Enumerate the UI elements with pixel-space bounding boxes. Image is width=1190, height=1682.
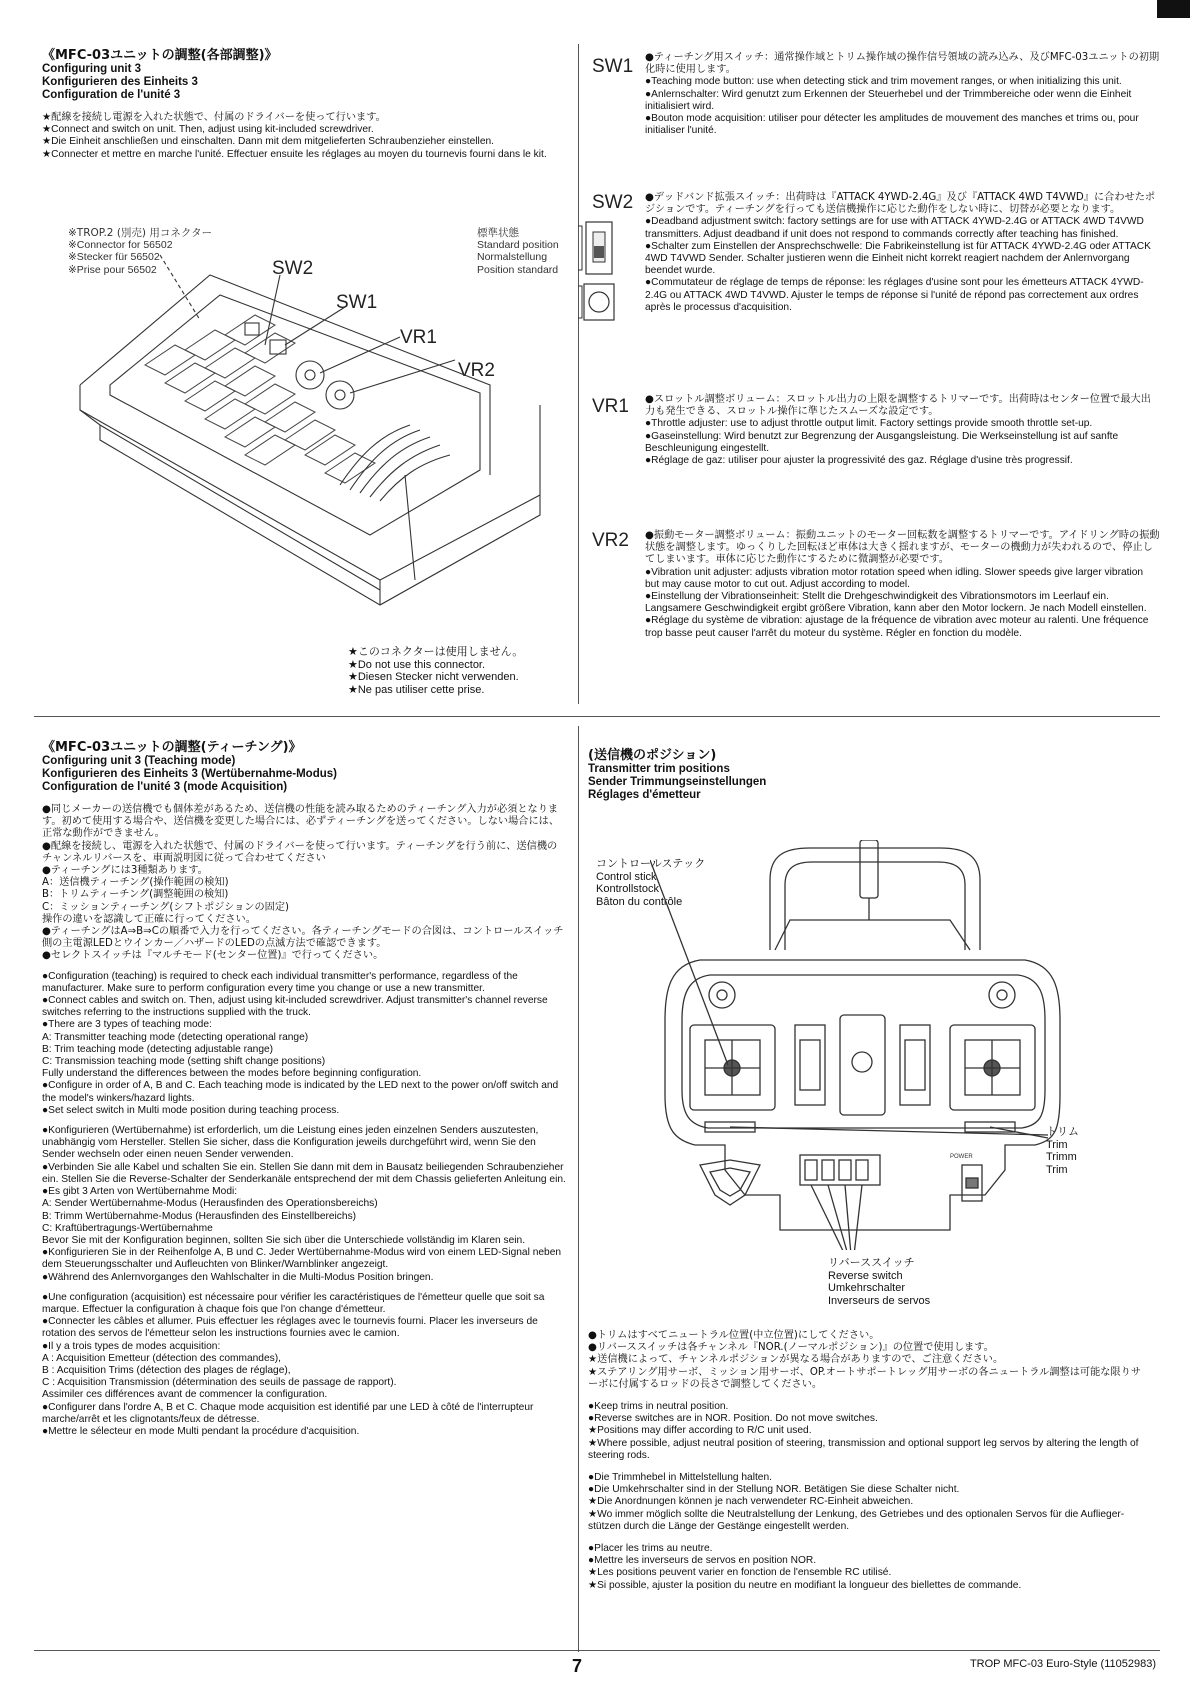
setting-vr1-fr: ●Réglage de gaz: utiliser pour ajuster la progressivité des gaz. Réglage d'usine très progressif. [645, 455, 1073, 467]
teaching-title-fr: Configuration de l'unité 3 (mode Acquisition) [42, 781, 288, 793]
transmitter-title-jp: (送信機のポジション) [588, 748, 717, 763]
trim-fr: Trim [1046, 1163, 1068, 1176]
unit-title-en: Configuring unit 3 [42, 63, 142, 75]
transmitter-jp-line: ●トリムはすべてニュートラル位置(中立位置)にしてください。 [588, 1330, 880, 1341]
teaching-de-line: ●Verbinden Sie alle Kabel und schalten Sie ein. Stellen Sie dann mit dem in Bausatz beiliegenden Schraubenzieher ein. Stellen Sie die Reverse-Schalter der Senderkanäle entsprechend der mit dem Chassis gelieferten Anleitung ein. [42, 1161, 566, 1185]
teaching-jp-line: ●セレクトスイッチは『マルチモード(センター位置)』で行ってください。 [42, 950, 384, 962]
teaching-jp-line: A：送信機ティーチング(操作範囲の検知) [42, 877, 229, 889]
column-divider-top [578, 44, 579, 704]
teaching-en-line: ●Configuration (teaching) is required to check each individual transmitter's performance, regardless of the manufacturer. Make sure to perform configuration every time you change or use a new transmitter. [42, 970, 518, 994]
transmitter-en-line: ●Keep trims in neutral position. [588, 1401, 729, 1413]
transmitter-notes-en [588, 1401, 1148, 1462]
teaching-de-line: ●Während des Anlernvorganges den Wahlschalter in die Multi-Modus Position bringen. [42, 1271, 434, 1283]
connector-note-de: ※Stecker für 56502 [68, 251, 160, 264]
setting-sw1-label: SW1 [592, 56, 634, 77]
setting-vr2-de: ●Einstellung der Vibrationseinheit: Stellt die Drehgeschwindigkeit des Vibrationsmotors im Leerlauf ein. Langsamere Geschwindigkeit ergibt größere Vibration, kann aber den Motor lockern. Je nach Modell einstellen. [645, 591, 1147, 615]
teaching-en-line: ●Configure in order of A, B and C. Each teaching mode is indicated by the LED next to the power on/off switch and the model's winkers/hazard lights. [42, 1080, 559, 1104]
transmitter-notes-fr [588, 1543, 1148, 1592]
transmitter-title-fr: Réglages d'émetteur [588, 789, 701, 801]
connector-note-en: ※Connector for 56502 [68, 239, 173, 252]
transmitter-title-de: Sender Trimmungseinstellungen [588, 776, 767, 788]
teaching-fr-line: ●Configurer dans l'ordre A, B et C. Chaque mode acquisition est identifié par une LED à côté de l'interrupteur marche/arrêt et les clignotants/feux de détresse. [42, 1401, 534, 1425]
standard-position-fr: Position standard [477, 263, 559, 276]
teaching-en-line: ●Set select switch in Multi mode position during teaching process. [42, 1104, 340, 1116]
diagram-label-vr1: VR1 [400, 327, 437, 348]
teaching-fr-line: ●Une configuration (acquisition) est nécessaire pour vérifier les caractéristiques de l'émetteur quelle que soit sa marque. Effectuer la configuration à chaque fois que l'on change d'émetteur. [42, 1291, 545, 1315]
teaching-en-line: A: Transmitter teaching mode (detecting operational range) [42, 1031, 309, 1043]
unused-connector-fr: ★Ne pas utiliser cette prise. [348, 683, 485, 696]
unit-board-diagram [60, 235, 560, 635]
teaching-jp-line: ●ティーチングはA⇒B⇒Cの順番で入力を行ってください。各ティーチングモードの合図は、コントロールスイッチ側の主電源LEDとウインカー／ハザードのLEDの点滅方法で確認できます。 [42, 926, 564, 950]
transmitter-diagram [650, 840, 1070, 1250]
transmitter-fr-line: ●Mettre les inverseurs de servos en position NOR. [588, 1555, 817, 1567]
teaching-section [42, 736, 566, 1438]
setting-sw2-en: ●Deadband adjustment switch: factory settings are for use with ATTACK 4YWD-2.4G or ATTACK 4WD T4VWD transmitters. Adjust deadband if unit does not respond to commands correctly after teaching has finished. [645, 216, 1144, 240]
control-stick-jp: コントロールステック [596, 857, 706, 870]
diagram-label-vr2: VR2 [458, 360, 495, 381]
teaching-de-line: A: Sender Wertübernahme-Modus (Herausfinden des Operationsbereichs) [42, 1198, 378, 1210]
trim-jp: トリム [1046, 1125, 1079, 1138]
unused-connector-en: ★Do not use this connector. [348, 658, 486, 671]
teaching-fr [42, 1292, 566, 1438]
teaching-de [42, 1125, 566, 1284]
transmitter-fr-line: ●Placer les trims au neutre. [588, 1543, 713, 1555]
transmitter-fr-line: ★Si possible, ajuster la position du neutre en modifiant la longueur des biellettes de commande. [588, 1579, 1022, 1591]
transmitter-en-line: ★Positions may differ according to R/C unit used. [588, 1425, 812, 1437]
trim-de: Trimm [1046, 1151, 1077, 1163]
teaching-fr-line: C : Acquisition Transmission (détermination des seuils de passage de rapport). [42, 1377, 397, 1389]
teaching-jp-line: ●配線を接続し、電源を入れた状態で、付属のドライバーを使って行います。ティーチングを行う前に、送信機のチャンネルリバースを、車両説明図に従って合わせてください [42, 840, 558, 864]
teaching-en-line: C: Transmission teaching mode (setting shift change positions) [42, 1056, 326, 1068]
standard-position-en: Standard position [477, 239, 559, 252]
teaching-fr-line: Assimiler ces différences avant de commencer la configuration. [42, 1389, 328, 1401]
transmitter-jp-line: ●リバーススイッチは各チャンネル『NOR.(ノーマルポジション)』の位置で使用します。 [588, 1342, 994, 1354]
reverse-switch-jp: リバーススイッチ [828, 1256, 915, 1269]
teaching-fr-line: B : Acquisition Trims (détection des plages de réglage), [42, 1364, 291, 1376]
teaching-de-line: ●Konfigurieren Sie in der Reihenfolge A, B und C. Jeder Wertübernahme-Modus wird von einem LED-Signal neben dem Steuerungsschalter und Aufleuchten von Blinker/Warnblinker angezeigt. [42, 1247, 562, 1271]
diagram-label-sw1: SW1 [336, 292, 378, 313]
teaching-fr-line: ●Il y a trois types de modes acquisition: [42, 1340, 221, 1352]
footer-line [34, 1650, 1160, 1651]
setting-vr2-en: ●Vibration unit adjuster: adjusts vibration motor rotation speed when idling. Slower speeds give larger vibration but may cause motor to cut out. Adjust according to model. [645, 566, 1144, 590]
reverse-switch-label [828, 1257, 988, 1307]
teaching-en-line: ●Connect cables and switch on. Then, adjust using kit-included screwdriver. Adjust transmitter's channel reverse switches referring to the instructions supplied with the truck. [42, 995, 548, 1019]
teaching-jp-line: C：ミッションティーチング(シフトポジションの固定) [42, 901, 289, 913]
setting-sw2-jp: ●デッドバンド拡張スイッチ：出荷時は『ATTACK 4YWD-2.4G』及び『ATTACK 4WD T4VWD』に合わせたポジションです。ティーチングを行っても送信機操作に応じた動作をしない時に、切替が必要となります。 [645, 192, 1156, 216]
section-divider [34, 716, 1160, 717]
instruction-jp: ★配線を接続し電源を入れた状態で、付属のドライバーを使って行います。 [42, 112, 386, 123]
transmitter-fr-line: ★Les positions peuvent varier en fonction de l'ensemble RC utilisé. [588, 1567, 892, 1579]
transmitter-de-line: ●Die Trimmhebel in Mittelstellung halten. [588, 1472, 772, 1484]
teaching-de-line: C: Kraftübertragungs-Wertübernahme [42, 1222, 213, 1234]
teaching-en-line: ●There are 3 types of teaching mode: [42, 1019, 212, 1031]
unit-instructions [42, 112, 562, 161]
unit-section [42, 44, 562, 161]
transmitter-en-line: ●Reverse switches are in NOR. Position. Do not move switches. [588, 1413, 878, 1425]
setting-vr1-label: VR1 [592, 396, 629, 417]
standard-position-de: Normalstellung [477, 251, 548, 264]
teaching-de-line: ●Konfigurieren (Wertübernahme) ist erforderlich, um die Leistung eines jeden einzelnen Senders auszutesten, unabhängig vom Hersteller. Stellen Sie sicher, dass die Konfiguration jeweils durchgeführt wird, wenn Sie den Sender wechseln oder einen neuen Sender verwenden. [42, 1125, 539, 1161]
diagram-label-sw2: SW2 [272, 258, 314, 279]
setting-sw2 [592, 192, 1160, 314]
teaching-en-line: Fully understand the differences between the modes before beginning configuration. [42, 1068, 422, 1080]
setting-sw2-label: SW2 [592, 192, 634, 213]
teaching-en [42, 971, 566, 1117]
connector-note-fr: ※Prise pour 56502 [68, 263, 157, 276]
transmitter-notes [588, 1330, 1148, 1592]
unused-connector-jp: ★このコネクターは使用しません。 [348, 645, 524, 658]
unused-connector-note [348, 646, 578, 696]
instruction-de: ★Die Einheit anschließen und einschalten. Dann mit dem mitgelieferten Schraubenzieher einstellen. [42, 136, 494, 148]
setting-vr1 [592, 394, 1160, 467]
setting-vr2 [592, 530, 1160, 640]
page-corner-tab [1157, 0, 1190, 18]
reverse-switch-fr: Inverseurs de servos [828, 1294, 931, 1307]
setting-vr1-en: ●Throttle adjuster: use to adjust throttle output limit. Factory settings provide smooth throttle set-up. [645, 418, 1093, 430]
setting-sw2-de: ●Schalter zum Einstellen der Ansprechschwelle: Die Fabrikeinstellung ist für ATTACK 4YWD-2.4G oder ATTACK 4WD T4VWD Sender. Schalter justieren wenn die Einheit nicht korrekt reagiert nachdem der Anlernvorgang beendet wurde. [645, 240, 1151, 277]
transmitter-jp-line: ★送信機によって、チャンネルポジションが異なる場合がありますので、ご注意ください。 [588, 1354, 1004, 1366]
teaching-en-line: B: Trim teaching mode (detecting adjustable range) [42, 1043, 274, 1055]
reverse-switch-en: Reverse switch [828, 1269, 903, 1282]
teaching-de-line: B: Trimm Wertübernahme-Modus (Herausfinden des Einstellbereichs) [42, 1210, 357, 1222]
setting-sw1 [592, 52, 1160, 137]
control-stick-en: Control stick [596, 870, 657, 883]
unit-title-fr: Configuration de l'unité 3 [42, 89, 181, 101]
setting-vr1-jp: ●スロットル調整ボリューム：スロットル出力の上限を調整するトリマーです。出荷時はセンター位置で最大出力も発生できる、スロットル操作に準じたスムーズな設定です。 [645, 394, 1151, 418]
setting-vr2-label: VR2 [592, 530, 629, 551]
reverse-switch-de: Umkehrschalter [828, 1282, 906, 1294]
instruction-en: ★Connect and switch on unit. Then, adjust using kit-included screwdriver. [42, 124, 374, 136]
teaching-fr-line: ●Connecter les câbles et allumer. Puis effectuer les réglages avec le tournevis fourni. Placer les inverseurs de rotation des servos de l'émetteur selon les instructions fournies avec le camion. [42, 1316, 538, 1340]
teaching-title-en: Configuring unit 3 (Teaching mode) [42, 755, 236, 767]
teaching-fr-line: ●Mettre le sélecteur en mode Multi pendant la procédure d'acquisition. [42, 1425, 360, 1437]
setting-vr2-jp: ●振動モーター調整ボリューム：振動ユニットのモーター回転数を調整するトリマーです。アイドリング時の振動状態を調整します。ゆっくりした回転ほど車体は大きく揺れますが、モーターの機動力が失われるので、停止してしまいます。車体に応じた動作にするために微調整が必要です。 [645, 530, 1160, 566]
document-reference: TROP MFC-03 Euro-Style (11052983) [969, 1658, 1156, 1670]
setting-sw2-fr: ●Commutateur de réglage de temps de réponse: les réglages d'usine sont pour les émetteurs ATTACK 4YWD-2.4G ou ATTACK 4WD T4VWD. Ajuster le temps de réponse si l'unité de répond pas correctement aux ordres après le processus d'acquisition. [645, 277, 1144, 313]
transmitter-de-line: ●Die Umkehrschalter sind in der Stellung NOR. Betätigen Sie diese Schalter nicht. [588, 1484, 960, 1496]
teaching-jp-line: ●ティーチングには3種類あります。 [42, 865, 208, 877]
transmitter-notes-de [588, 1472, 1148, 1533]
transmitter-de-line: ★Wo immer möglich sollte die Neutralstellung der Lenkung, des Getriebes und des optionalen Servos für die Aufliegerstützen durch die Länge der Gestänge eingestellt werden. [588, 1508, 1125, 1532]
transmitter-section [588, 744, 1148, 802]
teaching-fr-line: A : Acquisition Emetteur (détection des commandes), [42, 1352, 281, 1364]
unit-title-de: Konfigurieren des Einheits 3 [42, 76, 198, 88]
setting-vr2-fr: ●Réglage du système de vibration: ajustage de la fréquence de vibration avec moteur au ralenti. Une fréquence trop basse peut causer l'arrêt du moteur du système. Régler en fonction du modèle. [645, 615, 1149, 639]
control-stick-fr: Bâton du contrôle [596, 895, 683, 908]
column-divider-bottom [578, 726, 579, 1652]
transmitter-jp-line: ★ステアリング用サーボ、ミッション用サーボ、OP.オートサポートレッグ用サーボの各ニュートラル調整は可能な限りサーボに付属するロッドの長さで調整してください。 [588, 1366, 1142, 1390]
teaching-jp-line: B：トリムティーチング(調整範囲の検知) [42, 889, 229, 901]
power-label: POWER [950, 1154, 973, 1160]
control-stick-de: Kontrollstock [596, 883, 659, 895]
unused-connector-de: ★Diesen Stecker nicht verwenden. [348, 671, 519, 683]
trim-en: Trim [1046, 1138, 1068, 1151]
setting-sw1-jp: ●ティーチング用スイッチ：通常操作域とトリム操作域の操作信号領域の読み込み、及びMFC-03ユニットの初期化時に使用します。 [645, 52, 1160, 76]
teaching-de-line: Bevor Sie mit der Konfiguration beginnen, sollten Sie sich über die Unterschiede vollständig im Klaren sein. [42, 1234, 526, 1246]
teaching-de-line: ●Es gibt 3 Arten von Wertübernahme Modi: [42, 1186, 238, 1198]
page-number: 7 [572, 1656, 583, 1676]
transmitter-de-line: ★Die Anordnungen können je nach verwendeter RC-Einheit abweichen. [588, 1496, 914, 1508]
teaching-title-jp: 《MFC-03ユニットの調整(ティーチング)》 [42, 740, 302, 755]
unit-title-jp: 《MFC-03ユニットの調整(各部調整)》 [42, 48, 278, 63]
teaching-jp [42, 804, 566, 963]
transmitter-title-en: Transmitter trim positions [588, 763, 730, 775]
standard-position-jp: 標準状態 [477, 227, 519, 239]
setting-sw1-de: ●Anlernschalter: Wird genutzt zum Erkennen der Steuerhebel und der Trimmbereiche oder wenn die Einheit initialisiert wird. [645, 88, 1132, 112]
setting-sw1-fr: ●Bouton mode acquisition: utiliser pour détecter les amplitudes de mouvement des manches et trims ou, pour initialiser l'unité. [645, 113, 1139, 137]
transmitter-notes-jp [588, 1330, 1148, 1391]
instruction-fr: ★Connecter et mettre en marche l'unité. Effectuer ensuite les réglages au moyen du tournevis fourni dans le kit. [42, 148, 547, 160]
setting-sw1-en: ●Teaching mode button: use when detecting stick and trim movement ranges, or when initializing this unit. [645, 76, 1122, 88]
transmitter-en-line: ★Where possible, adjust neutral position of steering, transmission and optional support leg servos by altering the length of steering rods. [588, 1437, 1139, 1461]
connector-note-jp: ※TROP.2 (別売) 用コネクター [68, 227, 213, 239]
teaching-title-de: Konfigurieren des Einheits 3 (Wertübernahme-Modus) [42, 768, 337, 780]
teaching-jp-line: ●同じメーカーの送信機でも個体差があるため、送信機の性能を読み取るためのティーチング入力が必須となります。初めて使用する場合や、送信機を変更した場合には、必ずティーチングを送ってください。しない場合には、正常な動作ができません。 [42, 804, 560, 840]
teaching-jp-line: 操作の違いを認識して正確に行ってください。 [42, 913, 256, 925]
setting-vr1-de: ●Gaseinstellung: Wird benutzt zur Begrenzung der Ausgangsleistung. Die Werkseinstellung ist auf sanfte Beschleunigung eingestellt. [645, 430, 1119, 454]
